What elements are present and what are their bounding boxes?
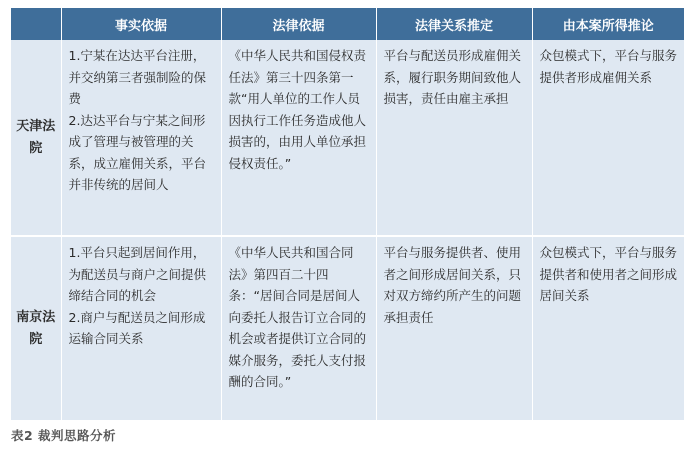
analysis-table-wrapper (11, 8, 684, 422)
court-cell: 南京法院 (11, 236, 61, 421)
law-cell: 《中华人民共和国侵权责任法》第三十四条第一款“用人单位的工作人员因执行工作任务造成他人损害的，由用人单位承担侵权责任。” (221, 40, 376, 236)
analysis-table (11, 8, 684, 422)
inference-cell: 众包模式下，平台与服务提供者形成雇佣关系 (532, 40, 684, 236)
relation-cell: 平台与服务提供者、使用者之间形成居间关系，只对双方缔约所产生的问题承担责任 (376, 236, 532, 421)
fact-item: 1.平台只起到居间作用，为配送员与商户之间提供缔结合同的机会 (68, 245, 207, 303)
law-cell: 《中华人民共和国合同法》第四百二十四条：“居间合同是居间人向委托人报告订立合同的机会或者提供订立合同的媒介服务，委托人支付报酬的合同。” (221, 236, 376, 421)
fact-cell (61, 40, 221, 236)
fact-item: 2.商户与配送员之间形成运输合同关系 (68, 309, 206, 346)
header-law: 法律依据 (221, 8, 376, 40)
inference-cell: 众包模式下，平台与服务提供者和使用者之间形成居间关系 (532, 236, 684, 421)
header-row (11, 8, 684, 40)
header-court (11, 8, 61, 40)
table-row (11, 40, 684, 236)
table-row (11, 236, 684, 421)
table-body (11, 40, 684, 421)
table-caption: 表2 裁判思路分析 (11, 428, 117, 443)
header-fact: 事实依据 (61, 8, 221, 40)
relation-cell: 平台与配送员形成雇佣关系，履行职务期间致他人损害，责任由雇主承担 (376, 40, 532, 236)
header-relation: 法律关系推定 (376, 8, 532, 40)
header-inference: 由本案所得推论 (532, 8, 684, 40)
court-cell: 天津法院 (11, 40, 61, 236)
table-header (11, 8, 684, 40)
fact-cell (61, 236, 221, 421)
fact-item: 1.宁某在达达平台注册，并交纳第三者强制险的保费 (68, 48, 207, 106)
fact-item: 2.达达平台与宁某之间形成了管理与被管理的关系，成立雇佣关系，平台并非传统的居间人 (68, 112, 207, 192)
